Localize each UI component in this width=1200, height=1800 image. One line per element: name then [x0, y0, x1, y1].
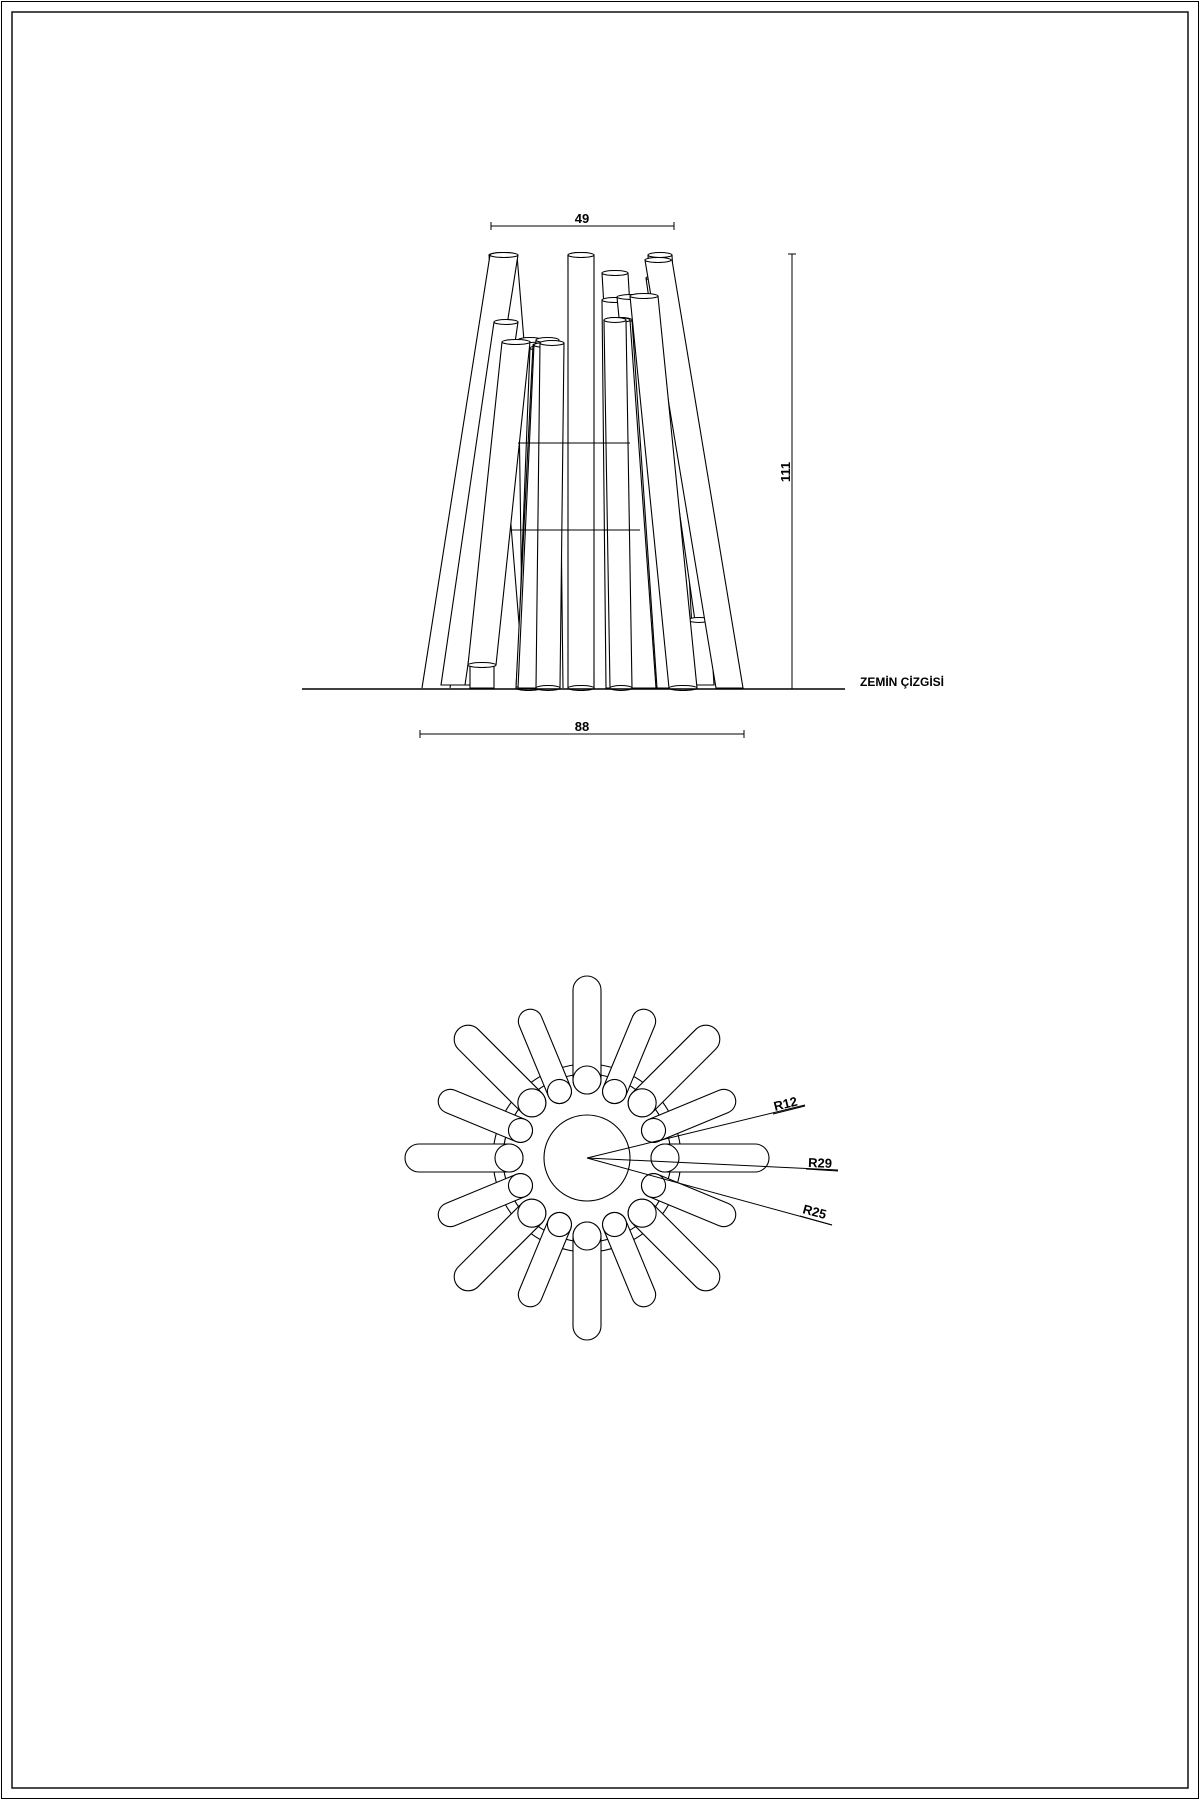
plan-pole [651, 1144, 769, 1172]
elevation-view [422, 253, 743, 691]
radius-label-r29: R29 [807, 1155, 833, 1171]
outer-frame [2, 2, 1199, 1799]
plan-pole [405, 1144, 523, 1172]
pole [568, 253, 594, 691]
radius-label-r12: R12 [772, 1093, 799, 1114]
pole [470, 665, 494, 688]
inner-frame [12, 12, 1188, 1788]
pole [536, 341, 564, 691]
plan-pole [573, 976, 601, 1094]
plan-pole [573, 1222, 601, 1340]
height-value: 111 [778, 461, 793, 483]
ground-label: ZEMİN ÇİZGİSİ [860, 675, 944, 689]
top-width-value: 49 [574, 211, 590, 226]
radius-label-r25: R25 [801, 1201, 829, 1223]
base-width-value: 88 [574, 719, 590, 734]
